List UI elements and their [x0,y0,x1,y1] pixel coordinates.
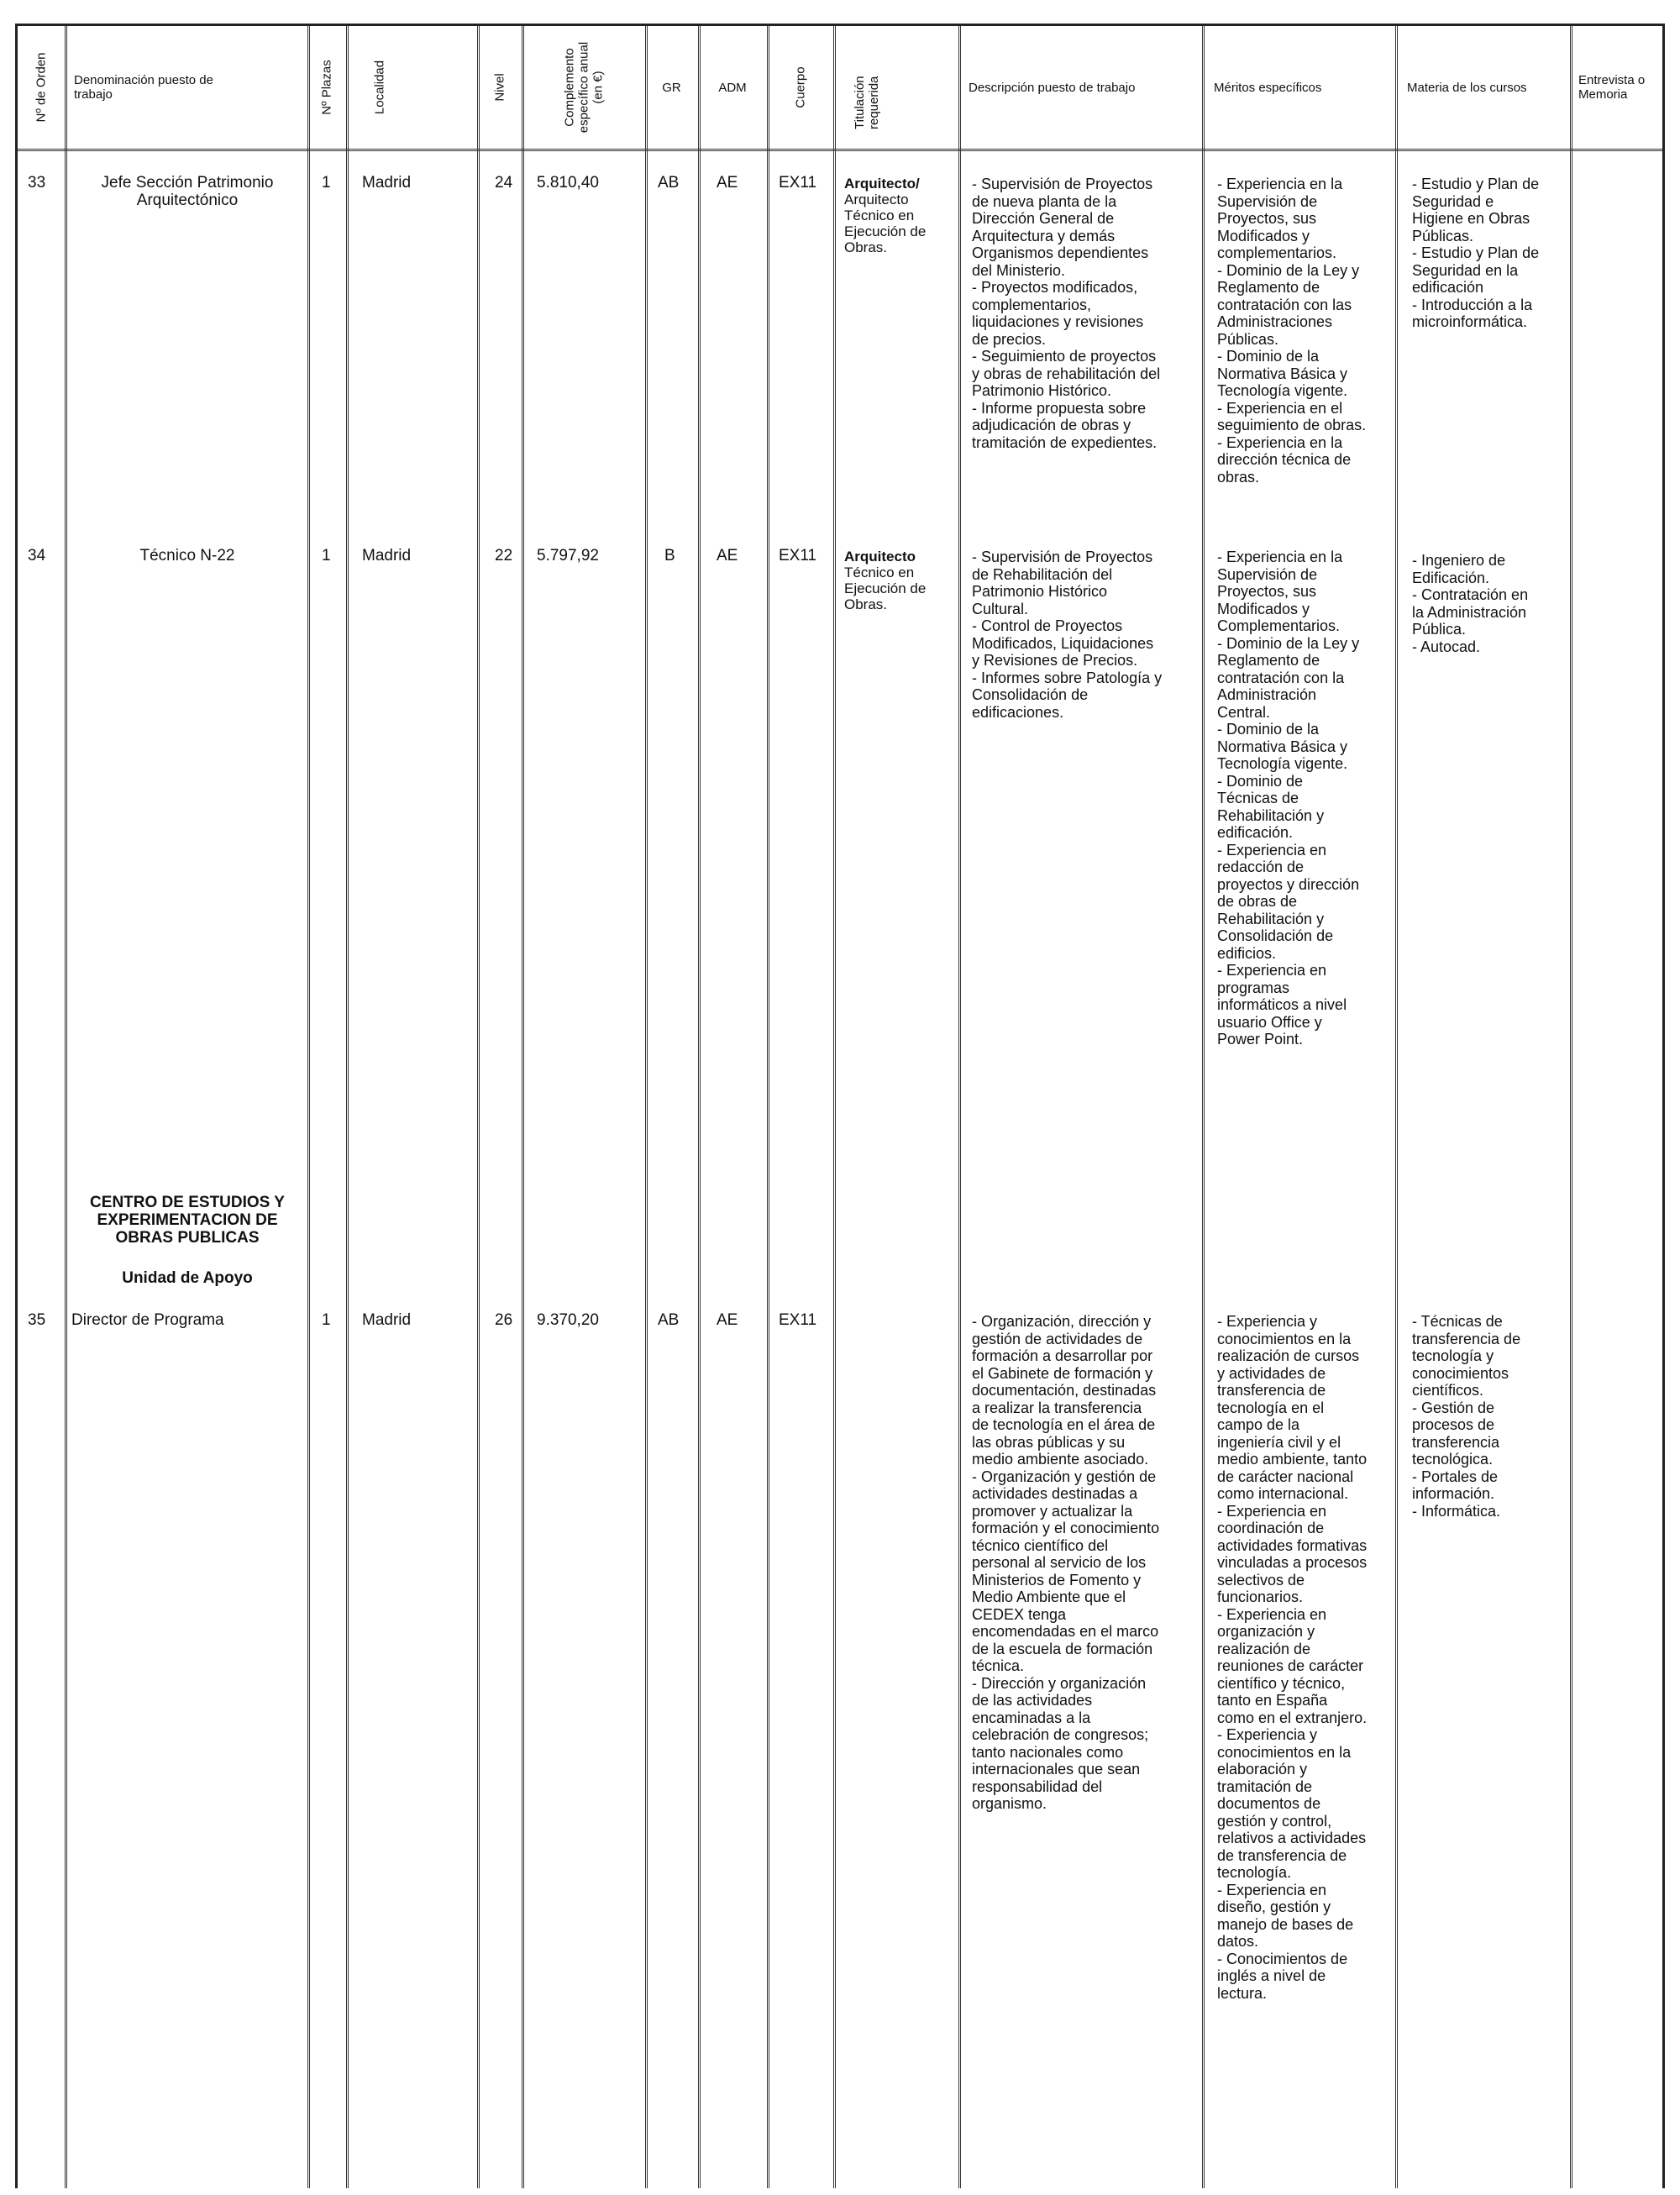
cell-localidad: Madrid [362,547,412,565]
column-divider [833,26,836,2188]
cell-cursos: - Técnicas de transferencia de tecnología y conocimientos científicos. - Gestión de procesos de transferencia tecnológica. - Portales de información. - Informática. [1412,1313,1521,1520]
header-plazas: Nº Plazas [319,60,334,115]
column-divider [346,26,349,2188]
cell-cuerpo: EX11 [779,174,817,192]
cell-denominacion: Jefe Sección Patrimonio Arquitectónico [101,174,274,209]
header-nivel: Nivel [492,73,507,102]
column-divider [1395,26,1398,2188]
cell-titulacion: Arquitecto Técnico en Ejecución de Obras. [844,549,927,612]
cell-gr: AB [658,1311,680,1329]
header-orden: Nº de Orden [34,52,49,123]
column-divider [1570,26,1572,2188]
cell-plazas: 1 [322,1311,331,1329]
cell-complemento: 5.797,92 [537,547,599,565]
column-divider [698,26,701,2188]
cell-nivel: 22 [495,547,513,565]
cell-denominacion: Técnico N-22 [139,547,235,565]
cell-localidad: Madrid [362,1311,412,1329]
cell-cuerpo: EX11 [779,1311,817,1329]
cell-descripcion: - Supervisión de Proyectos de Rehabilitación del Patrimonio Histórico Cultural. - Control de Proyectos Modificados, Liquidaciones y Revisiones de Precios. - Informes sobre Patología y Consolidación de edificaciones. [972,549,1163,721]
cell-meritos: - Experiencia en la Supervisión de Proyectos, sus Modificados y complementarios. - Dominio de la Ley y Reglamento de contratación con las Administraciones Públicas. - Dominio de la Normativa Básica y Tecnología vigente. - Experiencia en el seguimiento de obras. - Experiencia en la dirección técnica de obras. [1217,176,1367,486]
column-divider [477,26,480,2188]
column-divider [958,26,961,2188]
header-denominacion: Denominación puesto de trabajo [74,73,213,102]
column-divider [645,26,648,2188]
column-divider [522,26,524,2188]
header-adm: ADM [718,80,747,95]
cell-gr: AB [658,174,680,192]
cell-descripcion: - Supervisión de Proyectos de nueva planta de la Dirección General de Arquitectura y demás Organismos dependientes del Ministerio. - Proyectos modificados, complementarios, liquidaciones y revisiones de precios. - Seguimiento de proyectos y obras de rehabilitación del Patrimonio Histórico. - Informe propuesta sobre adjudicación de obras y tramitación de expedientes. [972,176,1161,451]
cell-plazas: 1 [322,547,331,565]
cell-descripcion: - Organización, dirección y gestión de actividades de formación a desarrollar por el Gabinete de formación y documentación, destinadas a realizar la transferencia de tecnología en el área de las obras públicas y su medio ambiente asociado. - Organización y gestión de actividades destinadas a promover y actualizar la formación y el conocimiento técnico científico del personal al servicio de los Ministerios de Fomento y Medio Ambiente que el CEDEX tenga encomendadas en el marco de la escuela de formación técnica. - Dirección y organización de las actividades encaminadas a la celebración de congresos; tanto nacionales como internacionales que sean responsabilidad del organismo. [972,1313,1160,1812]
cell-denominacion: Director de Programa [71,1311,224,1329]
section-title: CENTRO DE ESTUDIOS Y EXPERIMENTACION DE OBRAS PUBLICAS [90,1194,285,1247]
cell-gr: B [664,547,675,565]
header-cursos: Materia de los cursos [1407,80,1527,95]
cell-adm: AE [717,1311,738,1329]
cell-adm: AE [717,174,738,192]
cell-nivel: 24 [495,174,513,192]
header-localidad: Localidad [372,60,387,115]
cell-meritos: - Experiencia y conocimientos en la realización de cursos y actividades de transferencia de tecnología en el campo de la ingeniería civil y el medio ambiente, tanto de carácter nacional como internacional. - Experiencia en coordinación de actividades formativas vinculadas a procesos selectivos de funcionarios. - Experiencia en organización y realización de reuniones de carácter científico y técnico, tanto en España como en el extranjero. - Experiencia y conocimientos en la elaboración y tramitación de documentos de gestión y control, relativos a actividades de transferencia de tecnología. - Experiencia en diseño, gestión y manejo de bases de datos. - Conocimientos de inglés a nivel de lectura. [1217,1313,1368,2002]
cell-orden: 34 [28,547,46,565]
header-gr: GR [662,80,681,95]
cell-meritos: - Experiencia en la Supervisión de Proyectos, sus Modificados y Complementarios. - Dominio de la Ley y Reglamento de contratación con la Administración Central. - Dominio de la Normativa Básica y Tecnología vigente. - Dominio de Técnicas de Rehabilitación y edificación. - Experiencia en redacción de proyectos y dirección de obras de Rehabilitación y Consolidación de edificios. - Experiencia en programas informáticos a nivel usuario Office y Power Point. [1217,549,1360,1048]
header-titulacion: Titulación requerida [853,76,881,129]
header-divider [18,149,1662,151]
cell-cuerpo: EX11 [779,547,817,565]
header-entrevista: Entrevista o Memoria [1578,73,1646,102]
cell-cursos: - Ingeniero de Edificación. - Contratación en la Administración Pública. - Autocad. [1412,552,1529,655]
column-divider [767,26,769,2188]
column-divider [65,26,67,2188]
header-meritos: Méritos específicos [1214,80,1322,95]
section-subtitle: Unidad de Apoyo [122,1269,253,1287]
cell-plazas: 1 [322,174,331,192]
cell-localidad: Madrid [362,174,412,192]
cell-nivel: 26 [495,1311,513,1329]
column-divider [1202,26,1205,2188]
header-complemento: Complemento específico anual (en €) [562,41,605,134]
header-descripcion: Descripción puesto de trabajo [969,80,1136,95]
cell-complemento: 5.810,40 [537,174,599,192]
column-divider [307,26,310,2188]
cell-cursos: - Estudio y Plan de Seguridad e Higiene en Obras Públicas. - Estudio y Plan de Seguridad en la edificación - Introducción a la microinformática. [1412,176,1540,330]
cell-orden: 33 [28,174,46,192]
cell-adm: AE [717,547,738,565]
cell-complemento: 9.370,20 [537,1311,599,1329]
cell-titulacion: Arquitecto/ Arquitecto Técnico en Ejecución de Obras. [844,176,927,255]
cell-orden: 35 [28,1311,46,1329]
header-cuerpo: Cuerpo [793,66,807,108]
job-positions-table [15,24,1665,2188]
